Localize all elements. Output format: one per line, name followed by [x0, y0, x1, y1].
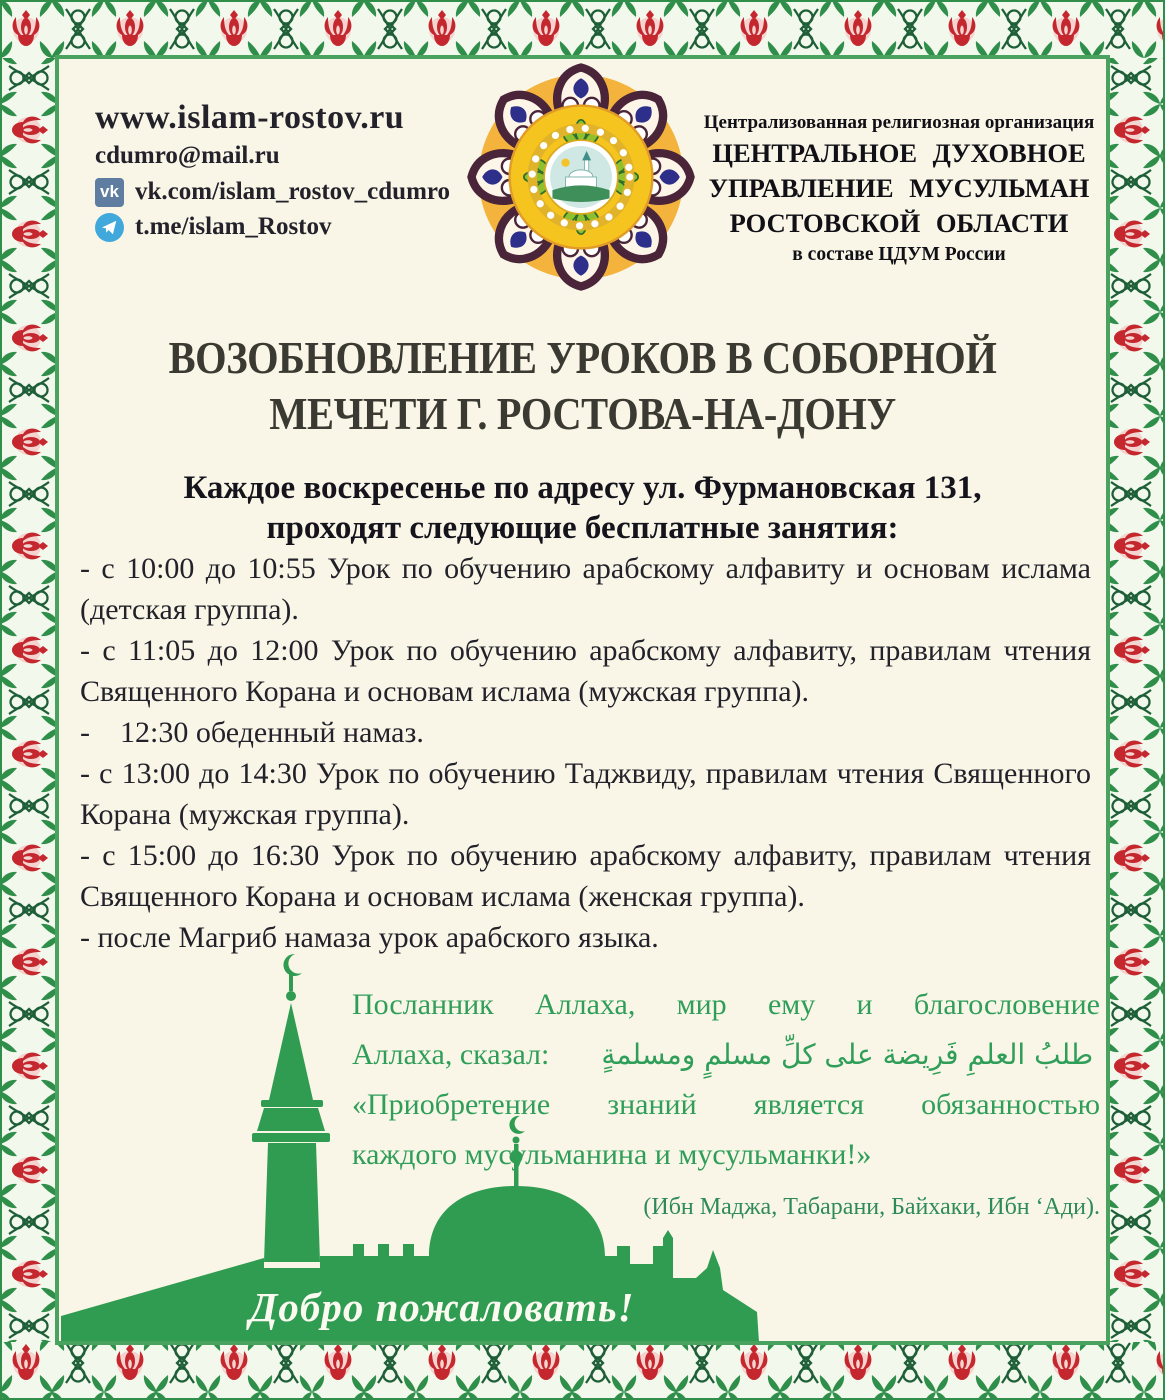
org-line-4: РОСТОВСКОЙ ОБЛАСТИ	[729, 208, 1069, 238]
telegram-link[interactable]: t.me/islam_Rostov	[135, 213, 332, 240]
vk-icon[interactable]: vk	[95, 178, 124, 207]
schedule-item: - с 15:00 до 16:30 Урок по обучению арабскому алфавиту, правилам чтения Священного Корана и основам ислама (женская группа).	[80, 839, 1091, 913]
telegram-row	[95, 212, 465, 242]
cdum-emblem-logo	[462, 58, 700, 296]
website-link[interactable]: www.islam-rostov.ru	[95, 99, 405, 136]
email-link[interactable]: cdumro@mail.ru	[95, 142, 280, 169]
quote-body-line-2: каждого мусульманина и мусульманки!»	[352, 1138, 872, 1171]
arabic-hadith-text: طلبُ العلمِ فَرِيضة على كلِّ مسلمٍ ومسلمةٍ	[601, 1038, 1094, 1071]
vk-row	[95, 177, 465, 207]
schedule-item: - с 11:05 до 12:00 Урок по обучению арабскому алфавиту, правилам чтения Священного Корана и основам ислама (мужская группа).	[80, 634, 1091, 708]
quote-speaker: Аллаха, сказал:	[352, 1038, 550, 1071]
vk-link[interactable]: vk.com/islam_rostov_cdumro	[135, 178, 451, 205]
subtitle-line-2: проходят следующие бесплатные занятия:	[266, 510, 899, 546]
org-line-5: в составе ЦДУМ России	[792, 244, 1006, 265]
page-title-line-2: МЕЧЕТИ Г. РОСТОВА-НА-ДОНУ	[269, 388, 896, 439]
schedule-item: - с 10:00 до 10:55 Урок по обучению арабскому алфавиту и основам ислама (детская группа).	[80, 552, 1091, 626]
subtitle-line-1: Каждое воскресенье по адресу ул. Фурмановская 131,	[183, 470, 982, 506]
schedule-item: - 12:30 обеденный намаз.	[80, 716, 424, 749]
telegram-icon[interactable]	[95, 213, 124, 242]
org-line-1: Централизованная религиозная организация	[703, 112, 1095, 133]
quote-speaker-line	[352, 1030, 1100, 1080]
contacts-block	[95, 96, 465, 242]
org-line-3: УПРАВЛЕНИЕ МУСУЛЬМАН	[708, 173, 1090, 203]
schedule-list	[80, 548, 1091, 958]
page-title-line-1: ВОЗОБНОВЛЕНИЕ УРОКОВ В СОБОРНОЙ	[168, 332, 997, 383]
welcome-text: Добро пожаловать!	[249, 1284, 635, 1330]
schedule-item: - после Магриб намаза урок арабского языка.	[80, 921, 659, 954]
page-title	[70, 330, 1095, 442]
quote-body-line-1: «Приобретение знаний является обязанностью	[352, 1088, 1100, 1121]
schedule-item: - с 13:00 до 14:30 Урок по обучению Таджвиду, правилам чтения Священного Корана (мужская группа).	[80, 757, 1091, 831]
org-line-2: ЦЕНТРАЛЬНОЕ ДУХОВНОЕ	[712, 138, 1086, 168]
hadith-quote	[352, 980, 1100, 1222]
subtitle	[0, 468, 1165, 548]
quote-intro-line: Посланник Аллаха, мир ему и благословение	[352, 988, 1100, 1021]
quote-attribution: (Ибн Маджа, Табарани, Байхаки, Ибн ‘Ади).	[643, 1194, 1100, 1220]
organization-block	[693, 110, 1105, 268]
